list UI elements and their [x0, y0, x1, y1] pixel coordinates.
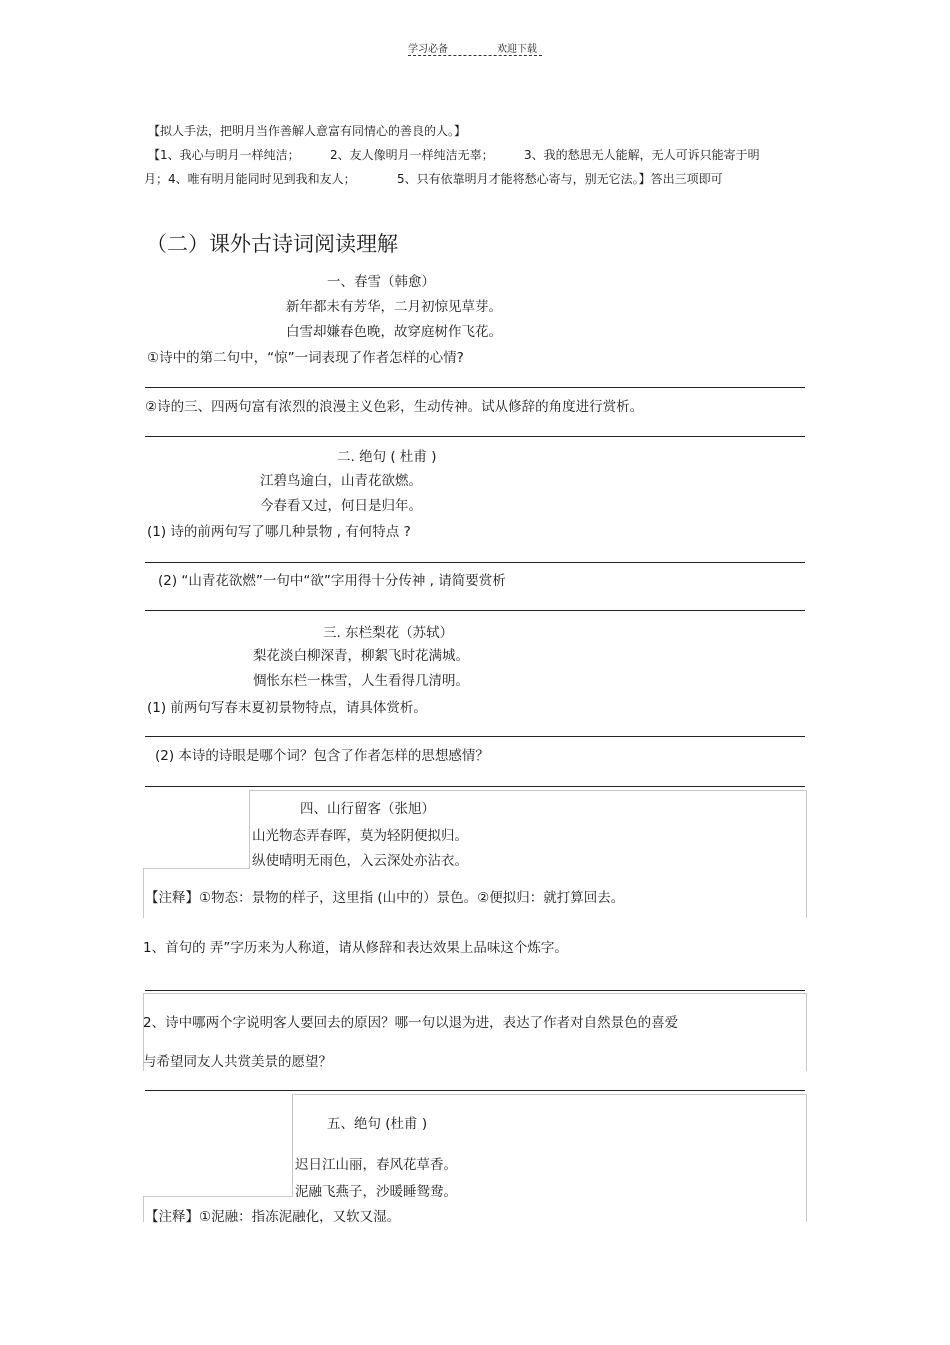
answer-line-3a: 月；4、唯有明月能同时见到我和友人； [144, 172, 356, 186]
poem2-question-1: (1) 诗的前两句写了哪几种景物 , 有何特点 ? [147, 524, 411, 540]
box-border [143, 1196, 144, 1222]
poem1-title: 一、春雪（韩愈） [327, 274, 435, 290]
box-border [806, 1094, 807, 1222]
poem4-question-2a: 2、诗中哪两个字说明客人要回去的原因？哪一句以退为进，表达了作者对自然景色的喜爱 [143, 1015, 679, 1031]
answer-rule [145, 786, 805, 787]
poem5-note: 【注释】①泥融：指冻泥融化，又软又湿。 [145, 1209, 401, 1225]
poem5-line1: 迟日江山丽，春风花草香。 [295, 1157, 457, 1173]
poem4-line2: 纵使晴明无雨色，入云深处亦沾衣。 [252, 853, 468, 869]
poem1-question-2: ②诗的三、四两句富有浓烈的浪漫主义色彩，生动传神。试从修辞的角度进行赏析。 [145, 399, 644, 415]
poem4-title: 四、山行留客（张旭） [300, 801, 435, 817]
poem4-question-2b: 与希望同友人共赏美景的愿望？ [143, 1054, 332, 1070]
poem5-line2: 泥融飞燕子，沙暖睡鸳鸯。 [295, 1184, 457, 1200]
poem4-line1: 山光物态弄春晖，莫为轻阴便拟归。 [252, 828, 468, 844]
answer-line-3b: 5、只有依靠明月才能将愁心寄与，别无它法。】答出三项即可 [397, 172, 723, 186]
box-border [292, 1094, 806, 1095]
poem5-title: 五、绝句 (杜甫 ) [327, 1116, 428, 1132]
header-right: 欢迎下载 [497, 44, 537, 55]
poem4-question-1: 1、首句的 弄”字历来为人称道，请从修辞和表达效果上品味这个炼字。 [143, 940, 568, 956]
header-rule [408, 55, 542, 56]
box-border [806, 790, 807, 918]
poem2-line2: 今春看又过，何日是归年。 [260, 498, 422, 514]
poem2-title: 二. 绝句 ( 杜甫 ) [337, 449, 437, 465]
box-border [143, 1196, 293, 1197]
answer-line-2b: 2、友人像明月一样纯洁无辜； [330, 148, 494, 162]
answer-rule [145, 1090, 805, 1091]
poem4-note: 【注释】①物态：景物的样子，这里指 (山中的）景色。②便拟归：就打算回去。 [145, 890, 625, 906]
poem1-question-1: ①诗中的第二句中，“惊”一词表现了作者怎样的心情? [147, 350, 464, 366]
poem3-line2: 惆怅东栏一株雪，人生看得几清明。 [253, 673, 469, 689]
answer-rule [145, 387, 805, 388]
header-left: 学习必备 [408, 44, 448, 55]
section-title: （二）课外古诗词阅读理解 [146, 232, 398, 256]
answer-rule [145, 436, 805, 437]
box-border [143, 993, 806, 994]
answer-rule [145, 610, 805, 611]
poem1-line1: 新年都未有芳华，二月初惊见草芽。 [286, 299, 502, 315]
poem3-question-1: (1) 前两句写春末夏初景物特点，请具体赏析。 [147, 700, 427, 716]
poem3-line1: 梨花淡白柳深青，柳絮飞时花满城。 [253, 648, 469, 664]
poem2-question-2: (2) “山青花欲燃”一句中“欲”字用得十分传神 , 请简要赏析 [158, 573, 506, 589]
answer-line-1: 【拟人手法，把明月当作善解人意富有同情心的善良的人。】 [148, 124, 467, 138]
box-border [249, 790, 806, 791]
answer-line-2a: 【1、我心与明月一样纯洁； [148, 148, 300, 162]
poem3-title: 三. 东栏梨花（苏轼） [323, 625, 454, 641]
box-border [292, 1094, 293, 1196]
answer-rule [145, 736, 805, 737]
box-border [806, 993, 807, 1071]
box-border [143, 868, 144, 918]
poem3-question-2: (2) 本诗的诗眼是哪个词？包含了作者怎样的思想感情？ [155, 748, 489, 764]
poem2-line1: 江碧鸟逾白，山青花欲燃。 [260, 473, 422, 489]
answer-line-2c: 3、我的愁思无人能解，无人可诉只能寄于明 [524, 148, 760, 162]
answer-rule [145, 562, 805, 563]
poem1-line2: 白雪却嫌春色晚，故穿庭树作飞花。 [286, 324, 502, 340]
box-border [249, 790, 250, 868]
box-border [143, 868, 250, 869]
answer-rule [145, 990, 805, 991]
